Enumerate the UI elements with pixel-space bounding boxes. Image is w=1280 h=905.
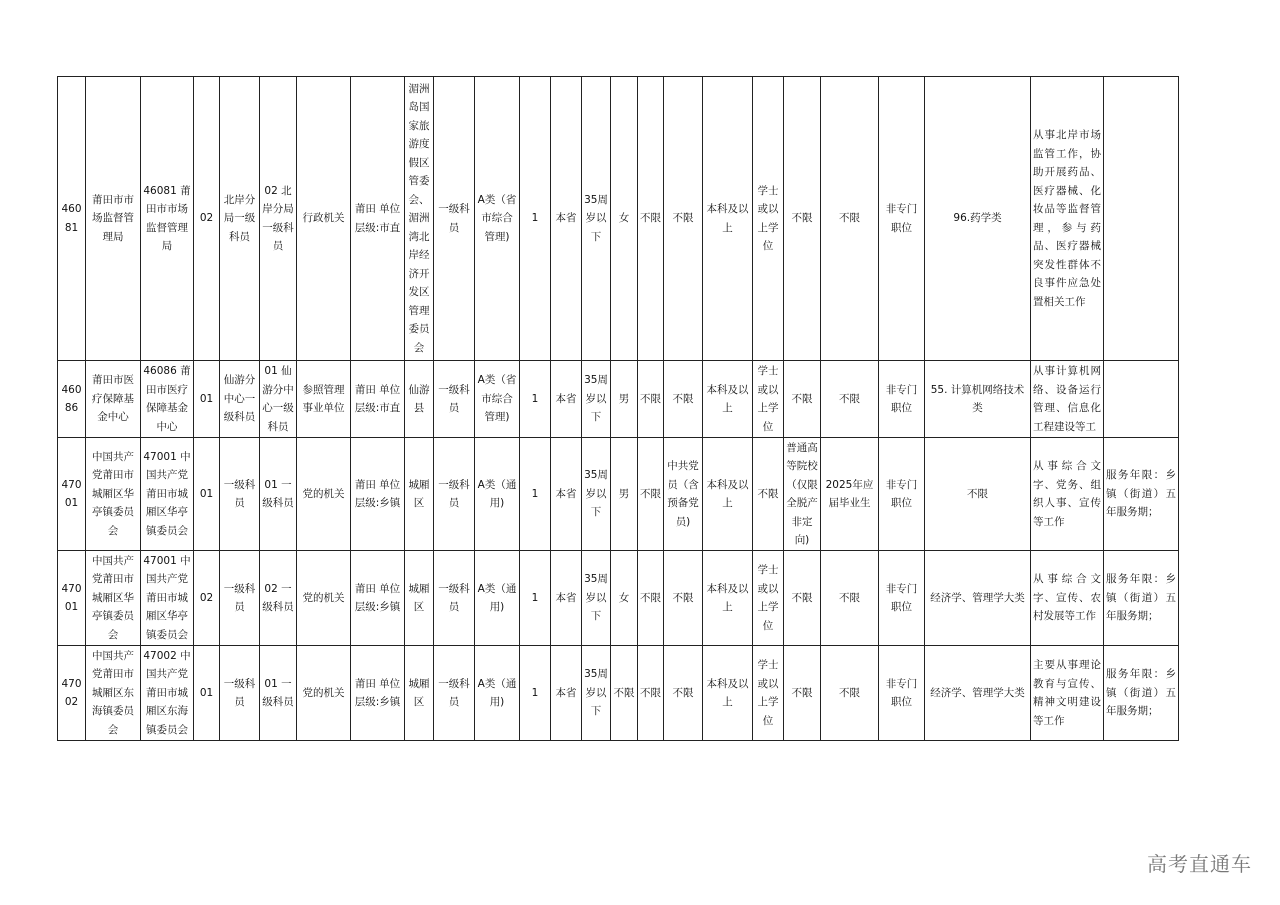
school-type-cell: 不限 [784,77,821,361]
political-extra-cell: 不限 [638,361,664,438]
position-full-cell: 01 一级科员 [260,646,297,741]
graduate-type-cell: 不限 [821,646,879,741]
exam-category-cell: A类（通用) [475,646,520,741]
age-limit-cell: 35周岁以下 [582,438,611,551]
gender-cell: 女 [611,77,638,361]
political-status-cell: 不限 [664,646,703,741]
table-body [58,77,1179,741]
table-row [58,551,1179,646]
exam-category-cell: A类（省市综合管理) [475,361,520,438]
political-status-cell: 不限 [664,77,703,361]
unit-level-cell: 莆田 单位层级:市直 [351,361,405,438]
recruit-count-cell: 1 [520,646,551,741]
household-scope-cell: 本省 [551,646,582,741]
education-cell: 本科及以上 [703,438,753,551]
recruit-count-cell: 1 [520,361,551,438]
unit-type-cell: 党的机关 [297,438,351,551]
rank-cell: 一级科员 [434,77,475,361]
department-cell: 47002 中国共产党莆田市城厢区东海镇委员会 [141,646,194,741]
job-code-cell: 47002 [58,646,86,741]
work-location-cell: 城厢区 [405,551,434,646]
department-cell: 46081 莆田市市场监督管理局 [141,77,194,361]
employer-cell: 莆田市医疗保障基金中心 [86,361,141,438]
position-code-cell: 02 [194,77,220,361]
work-location-cell: 城厢区 [405,646,434,741]
age-limit-cell: 35周岁以下 [582,361,611,438]
political-extra-cell: 不限 [638,646,664,741]
age-limit-cell: 35周岁以下 [582,646,611,741]
job-table [57,76,1179,741]
household-scope-cell: 本省 [551,361,582,438]
job-description-cell: 从事综合文字、宣传、农村发展等工作 [1031,551,1104,646]
unit-level-cell: 莆田 单位层级:乡镇 [351,646,405,741]
graduate-type-cell: 不限 [821,551,879,646]
notes-cell [1104,77,1179,361]
political-extra-cell: 不限 [638,438,664,551]
job-code-cell: 46086 [58,361,86,438]
age-limit-cell: 35周岁以下 [582,551,611,646]
job-description-cell: 从事计算机网络、设备运行管理、信息化工程建设等工 [1031,361,1104,438]
position-name-cell: 北岸分局一级科员 [220,77,260,361]
unit-type-cell: 行政机关 [297,77,351,361]
school-type-cell: 普通高等院校（仅限全脱产非定向) [784,438,821,551]
position-type-cell: 非专门职位 [879,646,925,741]
position-code-cell: 01 [194,438,220,551]
notes-cell: 服务年限：乡镇（街道）五年服务期； [1104,438,1179,551]
recruit-count-cell: 1 [520,551,551,646]
table-row [58,77,1179,361]
position-name-cell: 一级科员 [220,646,260,741]
degree-cell: 学士或以上学位 [753,77,784,361]
rank-cell: 一级科员 [434,551,475,646]
degree-cell: 学士或以上学位 [753,551,784,646]
position-name-cell: 仙游分中心一级科员 [220,361,260,438]
notes-cell [1104,361,1179,438]
major-cell: 不限 [925,438,1031,551]
political-status-cell: 中共党员（含预备党员) [664,438,703,551]
department-cell: 47001 中国共产党莆田市城厢区华亭镇委员会 [141,551,194,646]
position-code-cell: 01 [194,361,220,438]
rank-cell: 一级科员 [434,361,475,438]
unit-type-cell: 党的机关 [297,646,351,741]
household-scope-cell: 本省 [551,551,582,646]
watermark: 高考直通车 [1147,852,1252,876]
position-code-cell: 02 [194,551,220,646]
notes-cell: 服务年限：乡镇（街道）五年服务期； [1104,551,1179,646]
gender-cell: 不限 [611,646,638,741]
exam-category-cell: A类（通用) [475,438,520,551]
rank-cell: 一级科员 [434,438,475,551]
major-cell: 55. 计算机网络技术类 [925,361,1031,438]
major-cell: 经济学、管理学大类 [925,646,1031,741]
political-extra-cell: 不限 [638,77,664,361]
degree-cell: 学士或以上学位 [753,646,784,741]
notes-cell: 服务年限：乡镇（街道）五年服务期； [1104,646,1179,741]
table-row [58,646,1179,741]
table-row [58,438,1179,551]
unit-level-cell: 莆田 单位层级:乡镇 [351,551,405,646]
education-cell: 本科及以上 [703,361,753,438]
work-location-cell: 仙游县 [405,361,434,438]
position-type-cell: 非专门职位 [879,551,925,646]
employer-cell: 中国共产党莆田市城厢区东海镇委员会 [86,646,141,741]
work-location-cell: 城厢区 [405,438,434,551]
graduate-type-cell: 不限 [821,77,879,361]
job-description-cell: 从事北岸市场监管工作，协助开展药品、医疗器械、化妆品等监督管理，参与药品、医疗器械突发性群体不良事件应急处置相关工作 [1031,77,1104,361]
work-location-cell: 湄洲岛国家旅游度假区管委会、湄洲湾北岸经济开发区管理委员会 [405,77,434,361]
position-full-cell: 02 北岸分局一级科员 [260,77,297,361]
department-cell: 47001 中国共产党莆田市城厢区华亭镇委员会 [141,438,194,551]
graduate-type-cell: 2025年应届毕业生 [821,438,879,551]
political-status-cell: 不限 [664,551,703,646]
position-full-cell: 02 一级科员 [260,551,297,646]
exam-category-cell: A类（省市综合管理) [475,77,520,361]
job-code-cell: 47001 [58,438,86,551]
education-cell: 本科及以上 [703,77,753,361]
unit-level-cell: 莆田 单位层级:乡镇 [351,438,405,551]
political-extra-cell: 不限 [638,551,664,646]
school-type-cell: 不限 [784,551,821,646]
rank-cell: 一级科员 [434,646,475,741]
recruit-count-cell: 1 [520,77,551,361]
major-cell: 96.药学类 [925,77,1031,361]
major-cell: 经济学、管理学大类 [925,551,1031,646]
education-cell: 本科及以上 [703,551,753,646]
job-description-cell: 主要从事理论教育与宣传、精神文明建设等工作 [1031,646,1104,741]
job-code-cell: 46081 [58,77,86,361]
gender-cell: 男 [611,438,638,551]
employer-cell: 莆田市市场监督管理局 [86,77,141,361]
job-description-cell: 从事综合文字、党务、组织人事、宣传等工作 [1031,438,1104,551]
age-limit-cell: 35周岁以下 [582,77,611,361]
degree-cell: 学士或以上学位 [753,361,784,438]
gender-cell: 男 [611,361,638,438]
position-type-cell: 非专门职位 [879,77,925,361]
position-type-cell: 非专门职位 [879,438,925,551]
department-cell: 46086 莆田市医疗保障基金中心 [141,361,194,438]
graduate-type-cell: 不限 [821,361,879,438]
exam-category-cell: A类（通用) [475,551,520,646]
gender-cell: 女 [611,551,638,646]
degree-cell: 不限 [753,438,784,551]
unit-level-cell: 莆田 单位层级:市直 [351,77,405,361]
position-full-cell: 01 仙游分中心一级科员 [260,361,297,438]
table-row [58,361,1179,438]
unit-type-cell: 党的机关 [297,551,351,646]
position-code-cell: 01 [194,646,220,741]
political-status-cell: 不限 [664,361,703,438]
school-type-cell: 不限 [784,646,821,741]
position-name-cell: 一级科员 [220,438,260,551]
unit-type-cell: 参照管理事业单位 [297,361,351,438]
position-name-cell: 一级科员 [220,551,260,646]
household-scope-cell: 本省 [551,438,582,551]
household-scope-cell: 本省 [551,77,582,361]
recruit-count-cell: 1 [520,438,551,551]
education-cell: 本科及以上 [703,646,753,741]
position-type-cell: 非专门职位 [879,361,925,438]
employer-cell: 中国共产党莆田市城厢区华亭镇委员会 [86,438,141,551]
position-full-cell: 01 一级科员 [260,438,297,551]
job-code-cell: 47001 [58,551,86,646]
employer-cell: 中国共产党莆田市城厢区华亭镇委员会 [86,551,141,646]
school-type-cell: 不限 [784,361,821,438]
